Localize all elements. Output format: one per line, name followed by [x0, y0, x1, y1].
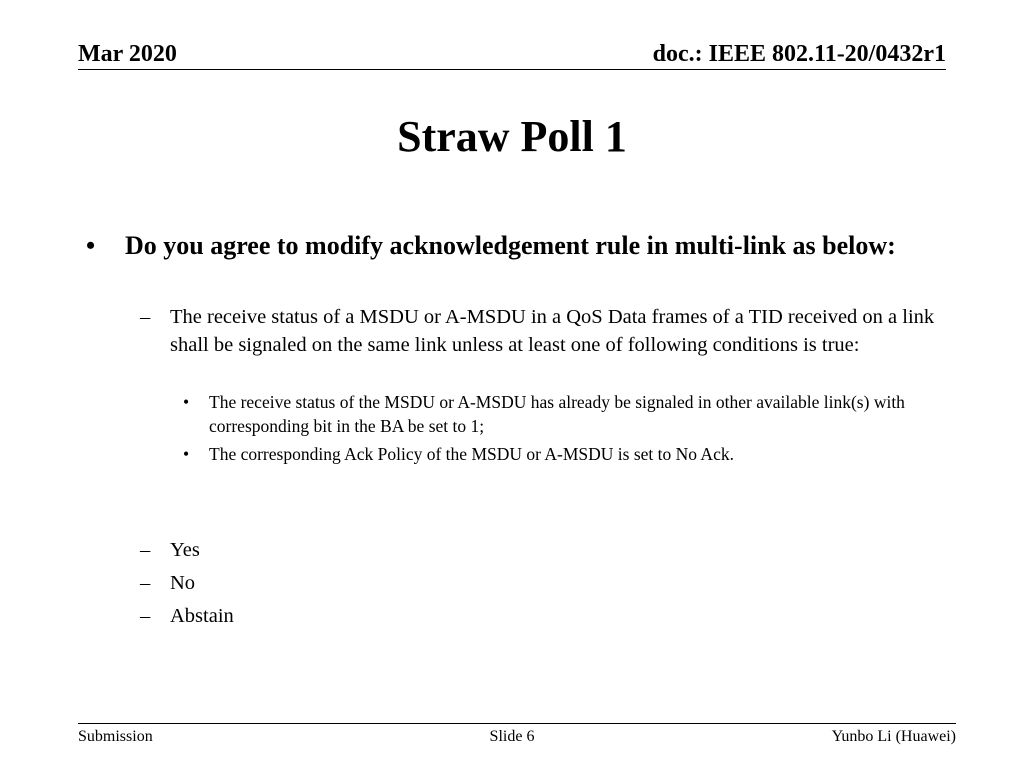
rule-dash: –	[140, 306, 151, 328]
header-doc-id: doc.: IEEE 802.11-20/0432r1	[652, 41, 946, 67]
footer-author: Yunbo Li (Huawei)	[831, 728, 956, 745]
option-dash: –	[140, 539, 151, 561]
slide-title: Straw Poll 1	[397, 112, 627, 161]
footer-submission: Submission	[78, 728, 153, 745]
rule-text: The receive status of a MSDU or A-MSDU in a QoS Data frames of a TID received on a link shall be signaled on the same link unless at least one of following conditions is true:	[170, 306, 935, 356]
option-dash: –	[140, 605, 151, 627]
footer-divider	[78, 723, 956, 724]
option-dash: –	[140, 572, 151, 594]
header-divider	[78, 69, 946, 70]
option-yes: Yes	[170, 539, 200, 561]
question-bullet: •	[86, 231, 96, 260]
condition-item: The corresponding Ack Policy of the MSDU or A-MSDU is set to No Ack.	[209, 444, 734, 464]
question-text: Do you agree to modify acknowledgement rule in multi-link as below:	[125, 231, 896, 260]
condition-item: The receive status of the MSDU or A-MSDU has already be signaled in other available link(s) with corresponding bit in the BA be set to 1;	[209, 392, 905, 436]
header-date: Mar 2020	[78, 41, 177, 67]
option-abstain: Abstain	[170, 605, 234, 627]
footer-slide-number: Slide 6	[489, 728, 535, 745]
condition-bullet: •	[183, 444, 190, 464]
condition-bullet: •	[183, 392, 190, 412]
option-no: No	[170, 572, 196, 594]
